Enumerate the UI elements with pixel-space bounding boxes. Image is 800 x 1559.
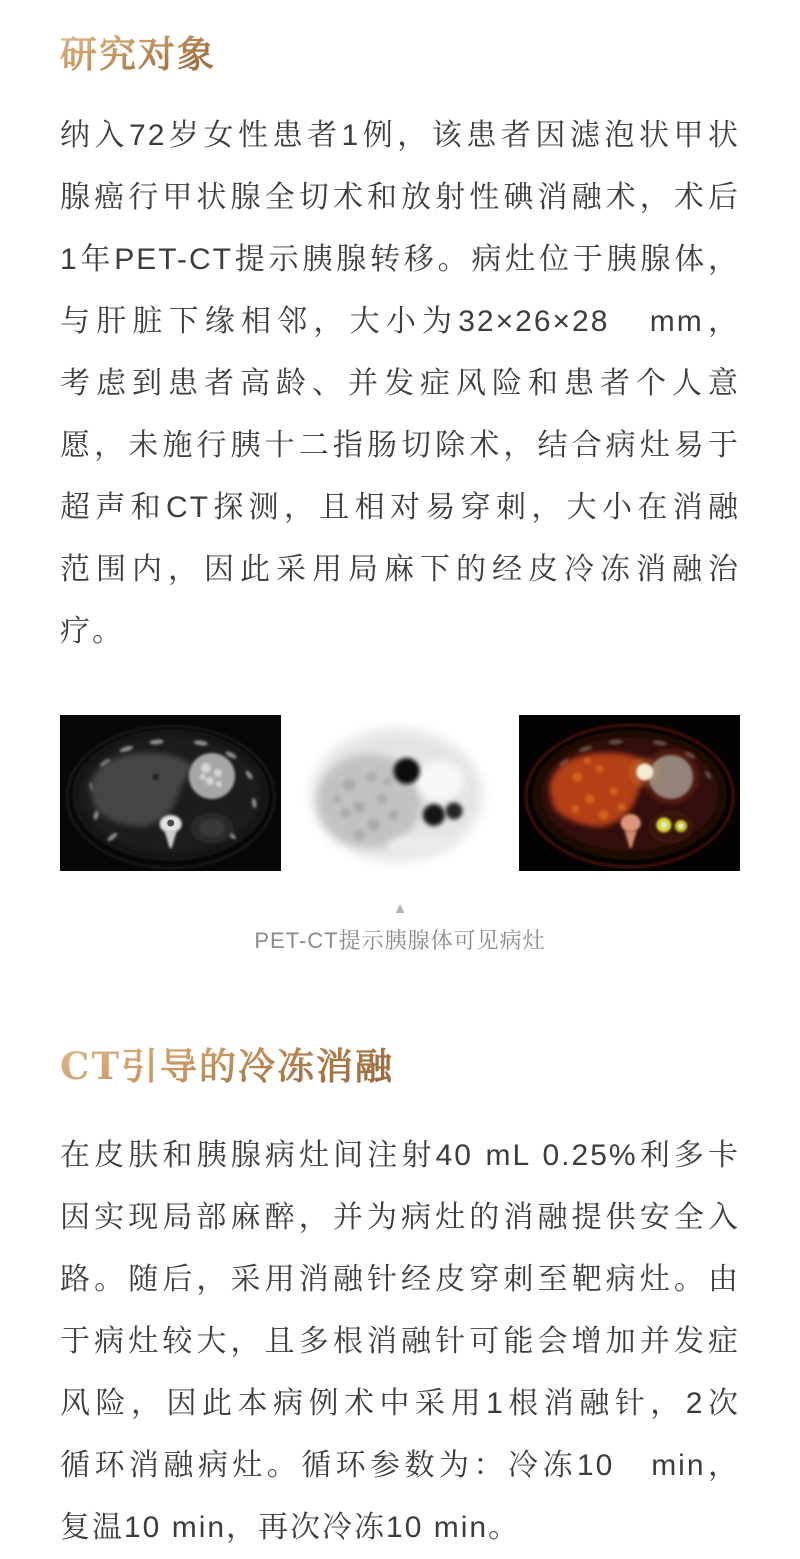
paragraph-line: 与肝脏下缘相邻，大小为32×26×28 mm，: [60, 305, 740, 338]
section-heading-ct-guided-cryoablation: CT引导的冷冻消融: [60, 1044, 394, 1088]
section-heading-research-subjects: 研究对象: [60, 32, 216, 76]
pet-scan-graphic: [289, 715, 510, 871]
paragraph-line: 于病灶较大，且多根消融针可能会增加并发症: [60, 1325, 740, 1358]
paragraph-line: 在皮肤和胰腺病灶间注射40 mL 0.25%利多卡: [60, 1139, 740, 1172]
paragraph-line: 纳入72岁女性患者1例，该患者因滤泡状甲状: [60, 119, 740, 152]
caption-triangle-icon: ▲: [392, 900, 408, 917]
pet-ct-fusion-graphic: [519, 715, 740, 871]
ct-axial-scan-image: [60, 715, 281, 871]
paragraph-line: 超声和CT探测，且相对易穿刺，大小在消融: [60, 491, 740, 524]
paragraph-line: 愿，未施行胰十二指肠切除术，结合病灶易于: [60, 429, 740, 462]
paragraph-line: 考虑到患者高龄、并发症风险和患者个人意: [60, 367, 740, 400]
section-ct-guided-cryoablation: [60, 1042, 740, 1559]
section-research-subjects: [60, 30, 740, 663]
paragraph-line: 1年PET-CT提示胰腺转移。病灶位于胰腺体，: [60, 243, 740, 276]
paragraph-line: 因实现局部麻醉，并为病灶的消融提供安全入: [60, 1201, 740, 1234]
pet-ct-fusion-scan-image: [519, 715, 740, 871]
paragraph-line: 腺癌行甲状腺全切术和放射性碘消融术，术后: [60, 181, 740, 214]
pet-ct-figure: [60, 715, 740, 958]
ct-scan-graphic: [60, 715, 281, 871]
paragraph-line: 循环消融病灶。循环参数为：冷冻10 min，: [60, 1449, 740, 1482]
paragraph-line: 范围内，因此采用局麻下的经皮冷冻消融治: [60, 553, 740, 586]
paragraph-ct-guided-cryoablation: [60, 1125, 740, 1559]
paragraph-line: 风险，因此本病例术中采用1根消融针，2次: [60, 1387, 740, 1420]
paragraph-line: 疗。: [60, 615, 124, 648]
figure-caption: PET-CT提示胰腺体可见病灶: [254, 928, 546, 953]
figure-image-row: [60, 715, 740, 871]
paragraph-research-subjects: [60, 105, 740, 663]
paragraph-line: 路。随后，采用消融针经皮穿刺至靶病灶。由: [60, 1263, 740, 1296]
paragraph-line: 复温10 min，再次冷冻10 min。: [60, 1511, 521, 1544]
pet-axial-scan-image: [289, 715, 510, 871]
